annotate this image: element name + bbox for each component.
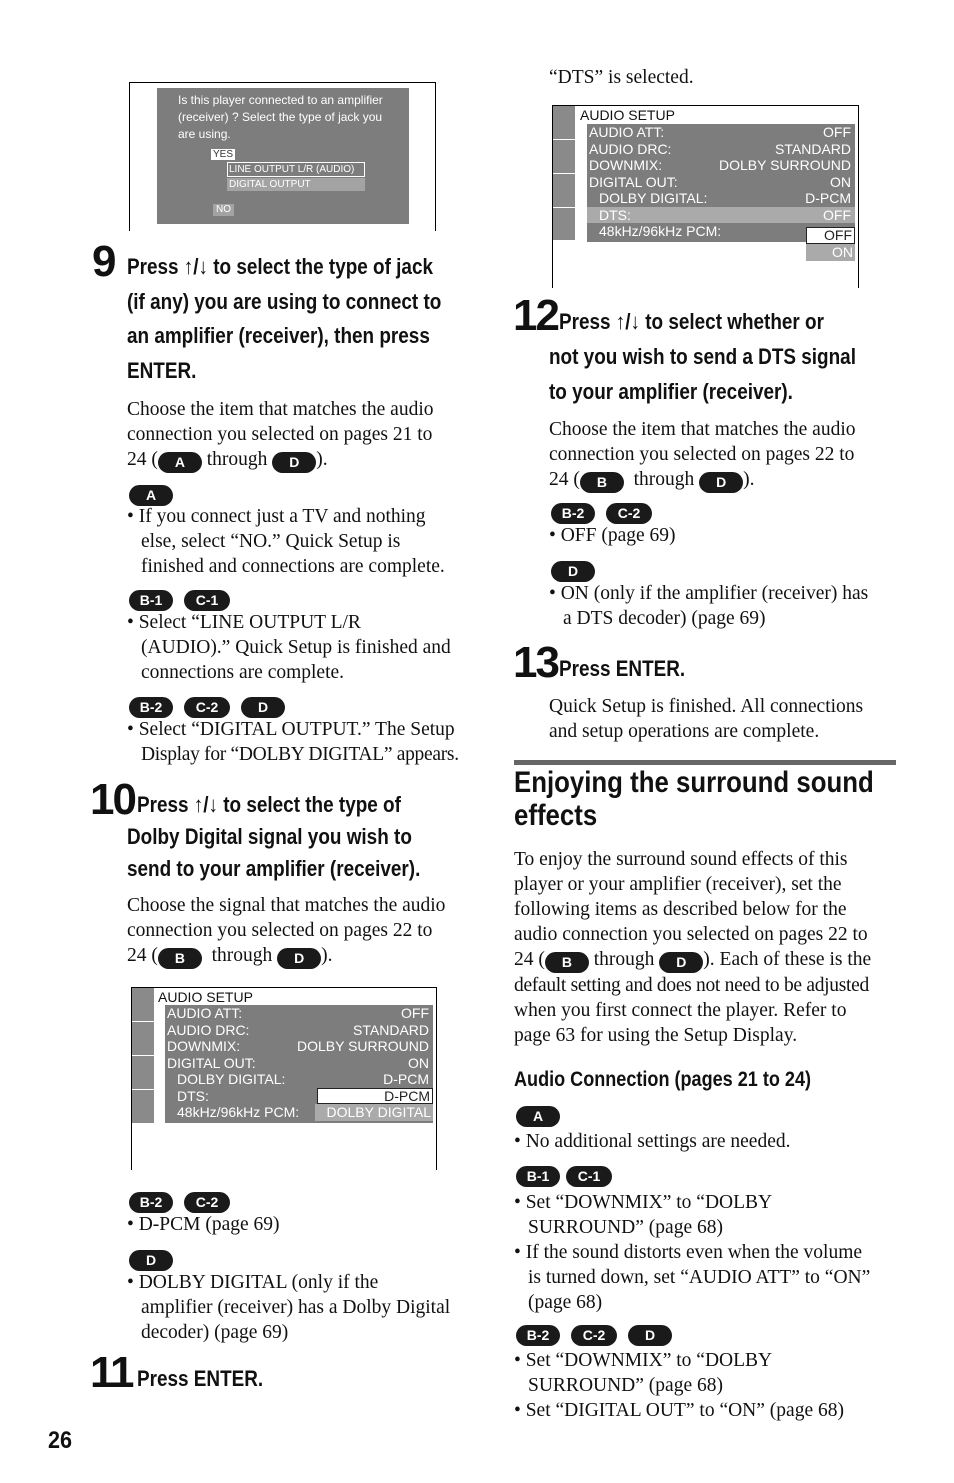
step-number: 13 [513, 638, 558, 687]
page-number: 26 [48, 1427, 73, 1454]
body-text: through [211, 945, 273, 966]
heading-line: ENTER. [127, 357, 197, 383]
body-line: and setup operations are complete. [549, 721, 820, 742]
bullet-line: • Select “DIGITAL OUTPUT.” The Setup [127, 719, 455, 740]
row-value: OFF [823, 124, 851, 140]
heading-line: Dolby Digital signal you wish to [127, 824, 412, 849]
menu-side-tabs [132, 988, 154, 1123]
bullet-line: else, select “NO.” Quick Setup is [141, 531, 401, 552]
step-number: 9 [92, 237, 115, 286]
row-value: DOLBY DIGITAL [315, 1104, 433, 1121]
bullet-line: connections are complete. [141, 662, 345, 683]
row-value: OFF [401, 1005, 429, 1021]
bullet-line: • ON (only if the amplifier (receiver) has [549, 583, 869, 604]
body-text: 24 ( [127, 945, 158, 966]
row-label: AUDIO DRC: [589, 140, 672, 157]
dts-option-on[interactable]: ON [806, 244, 855, 261]
row-label: AUDIO DRC: [167, 1021, 250, 1038]
heading-line: (if any) you are using to connect to [127, 288, 442, 314]
body-line [549, 467, 909, 493]
menu-row[interactable] [165, 1071, 433, 1088]
screen-prompt-line: (receiver) ? Select the type of jack you [178, 110, 383, 124]
bullet-line: (page 68) [528, 1292, 603, 1313]
body-line: player or your amplifier (receiver), set the [514, 874, 842, 895]
row-label: AUDIO ATT: [589, 124, 665, 140]
step-body [549, 417, 909, 493]
quick-setup-screen [157, 88, 409, 224]
body-text: through [633, 469, 695, 490]
body-text: through [206, 449, 268, 470]
row-value: D-PCM [805, 190, 851, 206]
row-label: 48kHz/96kHz PCM: [177, 1104, 300, 1120]
step-heading [549, 340, 856, 409]
step-heading [127, 250, 441, 388]
screen-caption: “DTS” is selected. [549, 67, 694, 88]
badge-b2: B-2 [516, 1325, 560, 1346]
badge-a: A [516, 1106, 560, 1127]
screen-prompt-line: are using. [178, 127, 231, 141]
row-value: D-PCM [383, 1071, 429, 1087]
badge-d: D [659, 952, 703, 973]
menu-row[interactable] [587, 141, 855, 158]
row-label: DTS: [599, 206, 631, 223]
heading-line: Press ↑/↓ to select whether or [559, 309, 824, 334]
badge-d: D [241, 697, 285, 718]
screen-prompt-line: Is this player connected to an amplifier [178, 93, 383, 107]
heading-line: not you wish to send a DTS signal [549, 344, 856, 369]
row-label: DIGITAL OUT: [589, 173, 678, 190]
badge-a: A [158, 452, 202, 473]
step-heading [137, 789, 401, 821]
body-line: connection you selected on pages 22 to [127, 920, 433, 941]
body-text: ). [743, 469, 755, 490]
body-text: 24 ( [127, 449, 158, 470]
yes-option[interactable]: YES [213, 149, 234, 160]
heading-line: Press ↑/↓ to select the type of jack [127, 254, 433, 279]
bullet-line: decoder) (page 69) [141, 1322, 289, 1343]
dts-option-off[interactable]: OFF [806, 227, 855, 244]
section-subheading: Audio Connection (pages 21 to 24) [514, 1068, 812, 1091]
row-value: STANDARD [353, 1021, 429, 1038]
menu-row[interactable] [587, 174, 855, 191]
menu-row-selected[interactable] [587, 207, 855, 224]
menu-row[interactable] [165, 1022, 433, 1039]
row-label: DIGITAL OUT: [167, 1054, 256, 1071]
body-line: Quick Setup is finished. All connections [549, 696, 864, 717]
row-value: D-PCM [317, 1088, 433, 1104]
audio-setup-menu [587, 124, 855, 242]
bullet-line: SURROUND” (page 68) [528, 1217, 723, 1238]
heading-line: send to your amplifier (receiver). [127, 856, 421, 881]
row-label: DOWNMIX: [589, 157, 663, 173]
bullet-line: • If the sound distorts even when the volume [514, 1242, 863, 1263]
body-line: To enjoy the surround sound effects of this [514, 849, 848, 870]
bullet-line: (AUDIO).” Quick Setup is finished and [141, 637, 451, 658]
badge-d: D [129, 1250, 173, 1271]
bullet-line: SURROUND” (page 68) [528, 1375, 723, 1396]
menu-row[interactable] [165, 1038, 433, 1055]
menu-row[interactable] [165, 1005, 433, 1022]
menu-row[interactable] [587, 157, 855, 174]
row-label: DOLBY DIGITAL: [177, 1071, 286, 1087]
badge-d: D [272, 452, 316, 473]
bullet-line: is turned down, set “AUDIO ATT” to “ON” [528, 1267, 871, 1288]
bullet-item: • OFF (page 69) [549, 525, 676, 546]
badge-c2: C-2 [571, 1325, 617, 1346]
bullet-line: Display for “DOLBY DIGITAL” appears. [141, 744, 459, 765]
body-text: ). [321, 945, 333, 966]
menu-side-tabs [553, 106, 575, 240]
menu-row-selected[interactable] [165, 1088, 433, 1105]
body-text: ). Each of these is the [703, 949, 872, 970]
row-value: ON [408, 1054, 429, 1071]
step-heading: Press ENTER. [137, 1366, 264, 1391]
bullet-line: • DOLBY DIGITAL (only if the [127, 1272, 379, 1293]
bullet-line: • Set “DOWNMIX” to “DOLBY [514, 1192, 773, 1213]
no-option[interactable]: NO [213, 204, 234, 216]
body-line: default setting and does not need to be adjusted [514, 975, 869, 996]
body-line: audio connection you selected on pages 22 to [514, 924, 868, 945]
line-output-option[interactable]: LINE OUTPUT L/R (AUDIO) [227, 162, 365, 177]
badge-b1: B-1 [129, 590, 173, 611]
menu-title: AUDIO SETUP [580, 107, 675, 123]
row-value: STANDARD [775, 140, 851, 157]
badge-c2: C-2 [606, 503, 652, 524]
badge-c2: C-2 [184, 697, 230, 718]
heading-line: an amplifier (receiver), then press [127, 323, 430, 348]
bullet-line: finished and connections are complete. [141, 556, 445, 577]
body-line [514, 947, 896, 973]
badge-c1: C-1 [184, 590, 230, 611]
badge-a: A [129, 485, 173, 506]
menu-title: AUDIO SETUP [158, 989, 253, 1005]
bullet-item: • No additional settings are needed. [514, 1131, 791, 1152]
body-text: through [593, 949, 655, 970]
step-heading: Press ENTER. [559, 656, 686, 681]
section-rule [514, 760, 896, 765]
section-title [514, 766, 874, 832]
bullet-line: • If you connect just a TV and nothing [127, 506, 426, 527]
body-line: connection you selected on pages 21 to [127, 424, 433, 445]
body-line: Choose the signal that matches the audio [127, 895, 446, 916]
bullet-item [127, 504, 501, 579]
bullet-list [514, 1190, 896, 1315]
row-label: DOLBY DIGITAL: [599, 190, 708, 206]
body-text: ). [316, 449, 328, 470]
badge-b2: B-2 [129, 697, 173, 718]
body-text: 24 ( [514, 949, 545, 970]
menu-row[interactable] [587, 124, 855, 141]
step-body [549, 694, 909, 744]
row-value: DOLBY SURROUND [719, 157, 851, 173]
bullet-item [549, 581, 909, 631]
badge-b2: B-2 [551, 503, 595, 524]
step-number: 11 [90, 1348, 133, 1397]
body-line: connection you selected on pages 22 to [549, 444, 855, 465]
heading-line: to your amplifier (receiver). [549, 378, 793, 404]
body-text: 24 ( [549, 469, 580, 490]
badge-c1: C-1 [566, 1166, 612, 1187]
step-heading [559, 305, 824, 340]
body-line [127, 943, 487, 969]
menu-row[interactable] [587, 190, 855, 207]
badge-d: D [277, 948, 321, 969]
badge-b1: B-1 [516, 1166, 560, 1187]
row-value: DOLBY SURROUND [297, 1038, 429, 1054]
step-number: 12 [513, 291, 558, 340]
badge-b: B [545, 952, 589, 973]
bullet-line: a DTS decoder) (page 69) [563, 608, 766, 629]
step-body [127, 397, 487, 473]
section-title-line: effects [514, 799, 598, 832]
heading-line: Press ↑/↓ to select the type of [137, 792, 401, 817]
body-line: Choose the item that matches the audio [127, 399, 434, 420]
badge-d: D [628, 1325, 672, 1346]
badge-d: D [699, 472, 743, 493]
body-line: Choose the item that matches the audio [549, 419, 856, 440]
body-line: following items as described below for the [514, 899, 847, 920]
section-title-line: Enjoying the surround sound [514, 766, 874, 799]
step-heading [127, 821, 420, 885]
badge-b: B [158, 948, 202, 969]
body-line: when you first connect the player. Refer to [514, 1000, 847, 1021]
body-line [127, 447, 487, 473]
step-number: 10 [90, 775, 135, 824]
row-label: DOWNMIX: [167, 1038, 241, 1054]
badge-c2: C-2 [184, 1192, 230, 1213]
bullet-item [127, 717, 487, 767]
badge-b2: B-2 [129, 1192, 173, 1213]
bullet-line: • Select “LINE OUTPUT L/R [127, 612, 361, 633]
badge-b: B [580, 472, 624, 493]
row-value: OFF [823, 206, 851, 223]
bullet-line: • Set “DOWNMIX” to “DOLBY [514, 1350, 773, 1371]
menu-row[interactable] [165, 1104, 433, 1121]
bullet-line: amplifier (receiver) has a Dolby Digital [141, 1297, 451, 1318]
bullet-line: • Set “DIGITAL OUT” to “ON” (page 68) [514, 1400, 844, 1421]
section-body [514, 847, 896, 1048]
audio-setup-menu [165, 1005, 433, 1123]
bullet-list [514, 1348, 896, 1423]
menu-row[interactable] [165, 1055, 433, 1072]
badge-d: D [551, 561, 595, 582]
bullet-item [127, 1270, 487, 1345]
row-label: DTS: [177, 1087, 209, 1104]
body-line: page 63 for using the Setup Display. [514, 1025, 798, 1046]
row-value: ON [830, 173, 851, 190]
digital-output-option[interactable]: DIGITAL OUTPUT [227, 178, 365, 191]
step-body [127, 893, 487, 969]
row-label: AUDIO ATT: [167, 1005, 243, 1021]
bullet-item: • D-PCM (page 69) [127, 1214, 280, 1235]
bullet-item [127, 610, 487, 685]
row-label: 48kHz/96kHz PCM: [599, 223, 722, 239]
